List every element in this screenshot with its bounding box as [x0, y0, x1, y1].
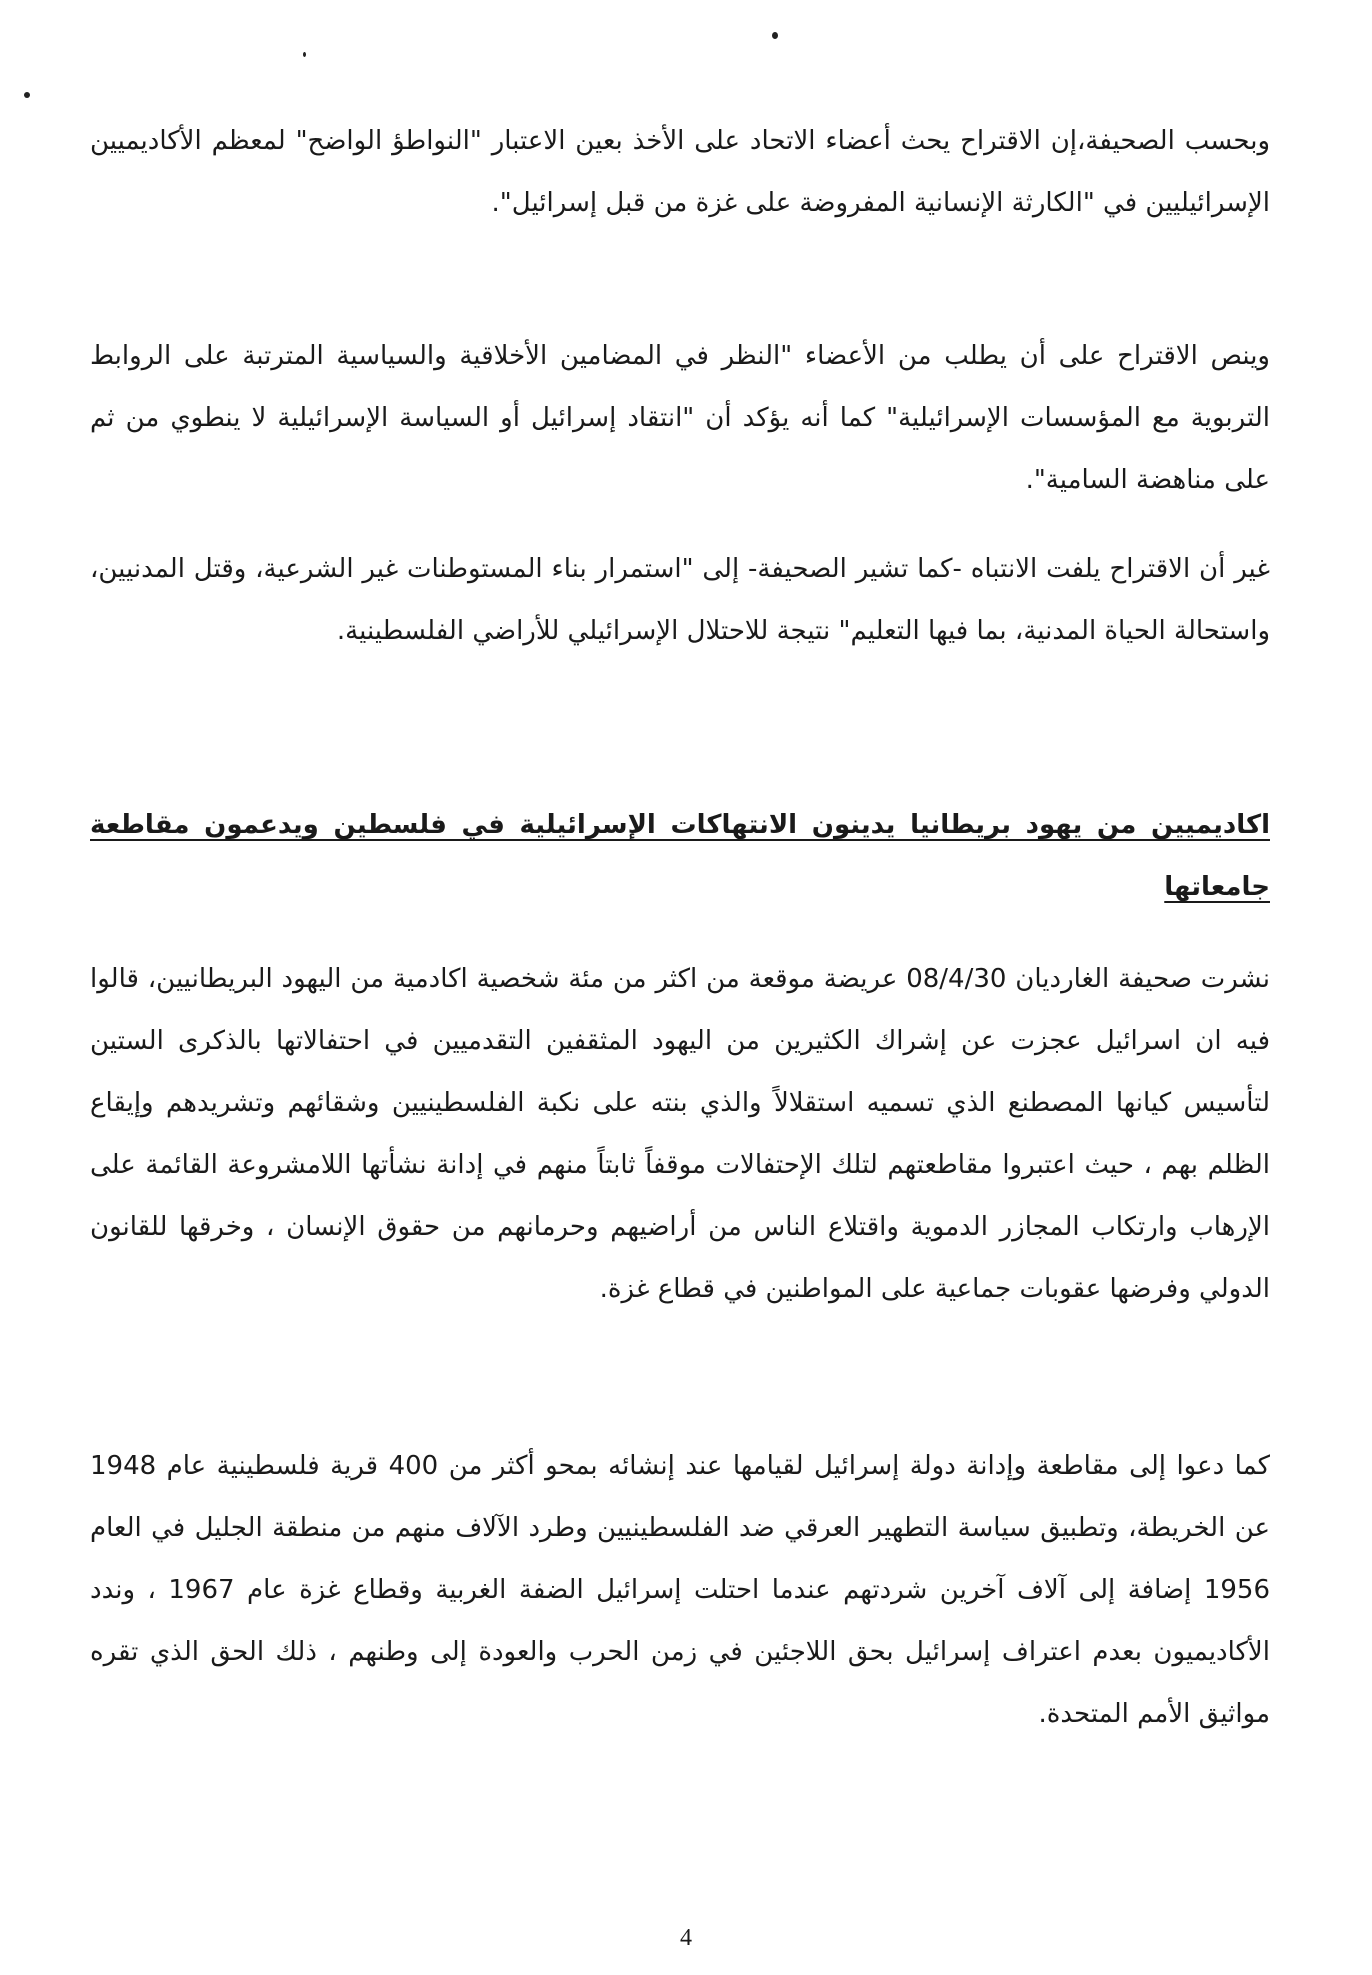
scan-speck	[772, 32, 778, 39]
section-heading: اكاديميين من يهود بريطانيا يدينون الانتهاكات الإسرائيلية في فلسطين ويدعمون مقاطعة جامعاتها	[90, 810, 1270, 902]
paragraph-proposal-text: وينص الاقتراح على أن يطلب من الأعضاء "النظر في المضامين الأخلاقية والسياسية المترتبة على الروابط التربوية مع المؤسسات الإسرائيلية" كما أنه يؤكد أن "انتقاد إسرائيل أو السياسة الإسرائيلية لا ينطوي من ثم على مناهضة السامية".	[90, 341, 1270, 495]
scan-speck	[303, 52, 306, 57]
paragraph-guardian-petition: نشرت صحيفة الغارديان 08/4/30 عريضة موقعة من اكثر من مئة شخصية اكادمية من اليهود البريطانيين، قالوا فيه ان اسرائيل عجزت عن إشراك الكثيرين من اليهود المثقفين التقدميين في احتفالاتها بالذكرى الستين لتأسيس كيانها المصطنع الذي تسميه استقلالاً والذي بنته على نكبة الفلسطينيين وشقائهم وتشريدهم وإيقاع الظلم بهم ، حيث اعتبروا مقاطعتهم لتلك الإحتفالات موقفاً ثابتاً منهم في إدانة نشأتها اللامشروعة القائمة على الإرهاب وارتكاب المجازر الدموية واقتلاع الناس من أراضيهم وحرمانهم من حقوق الإنسان ، وخرقها للقانون الدولي وفرضها عقوبات جماعية على المواطنين في قطاع غزة.	[90, 964, 1270, 1304]
paragraph-proposal-attention: غير أن الاقتراح يلفت الانتباه -كما تشير الصحيفة- إلى "استمرار بناء المستوطنات غير الشرعية، وقتل المدنيين، واستحالة الحياة المدنية، بما فيها التعليم" نتيجة للاحتلال الإسرائيلي للأراضي الفلسطينية.	[90, 554, 1270, 646]
paragraph-proposal-consideration: وبحسب الصحيفة،إن الاقتراح يحث أعضاء الاتحاد على الأخذ بعين الاعتبار "النواطؤ الواضح" لمعظم الأكاديميين الإسرائيليين في "الكارثة الإنسانية المفروضة على غزة من قبل إسرائيل".	[90, 126, 1270, 218]
scan-speck	[24, 92, 30, 98]
page-number: 4	[680, 1925, 692, 1951]
paragraph-boycott-call: كما دعوا إلى مقاطعة وإدانة دولة إسرائيل لقيامها عند إنشائه بمحو أكثر من 400 قرية فلسطينية عام 1948 عن الخريطة، وتطبيق سياسة التطهير العرقي ضد الفلسطينيين وطرد الآلاف منهم من منطقة الجليل في العام 1956 إضافة إلى آلاف آخرين شردتهم عندما احتلت إسرائيل الضفة الغربية وقطاع غزة عام 1967 ، وندد الأكاديميون بعدم اعتراف إسرائيل بحق اللاجئين في زمن الحرب والعودة إلى وطنهم ، ذلك الحق الذي تقره مواثيق الأمم المتحدة.	[90, 1451, 1271, 1729]
